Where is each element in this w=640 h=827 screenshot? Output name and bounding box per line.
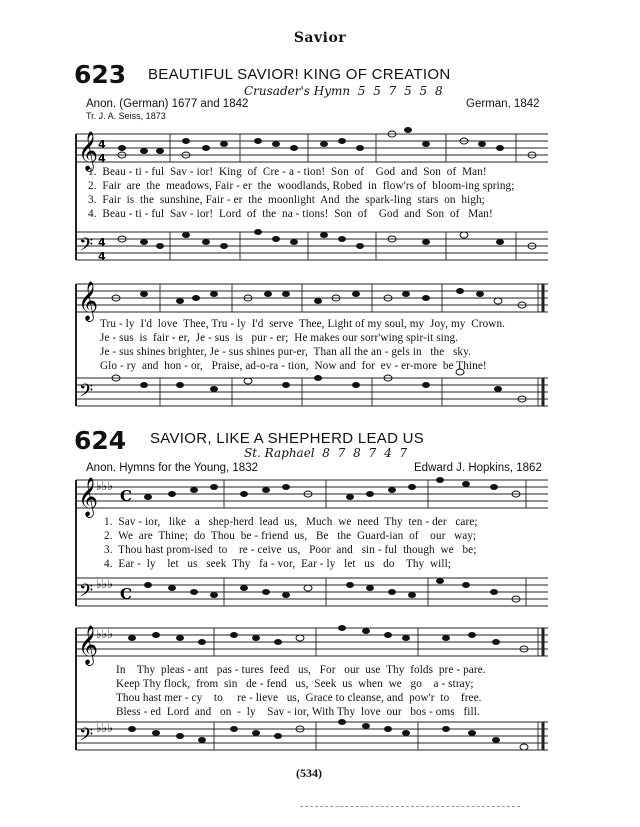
words-credit: Anon. (German) 1677 and 1842 (86, 98, 249, 110)
tune-meter: 8 7 8 7 4 7 (322, 446, 410, 460)
verse-1-line-2: In Thy pleas - ant pas - tures feed us, For our use Thy folds pre - pare. (116, 664, 486, 676)
verse-3-line-1: 3. Thou hast prom-ised to re - ceive us, Poor and sin - ful though we be; (104, 544, 477, 556)
page-number: (534) (296, 766, 322, 780)
treble-clef-icon: 𝄞 (78, 131, 99, 171)
bass-staff (76, 378, 548, 406)
tune-meter: 5 5 7 5 5 8 (357, 84, 445, 98)
verse-1-line-1: 1. Sav - ior, like a shep-herd lead us, Much we need Thy ten - der care; (104, 516, 478, 528)
bass-staff (76, 722, 548, 750)
verse-2-line-1: 2. Fair are the meadows, Fair - er the woodlands, Robed in flow'rs of bloom-ing spring; (88, 180, 515, 192)
hymn-number: 623 (74, 60, 127, 89)
verse-1-line-1: 1. Beau - ti - ful Sav - ior! King of Cre - a - tion! Son of God and Son of Man! (88, 166, 487, 178)
svg-text:4: 4 (98, 236, 106, 249)
treble-staff (76, 284, 548, 312)
bass-clef-icon: 𝄢 (79, 725, 94, 750)
music-system-4 (76, 618, 550, 762)
treble-notes (118, 127, 536, 158)
tune-line (244, 446, 409, 460)
verse-4-line-2: Glo - ry and hon - or, Praise, ad-o-ra - tion, Now and for ev - er-more be Thine! (100, 360, 487, 372)
words-credit: Anon. Hymns for the Young, 1832 (86, 462, 258, 474)
bass-notes (112, 369, 526, 402)
treble-clef-icon: 𝄞 (78, 625, 99, 665)
common-time-icon: C (120, 585, 132, 603)
hymn-title: SAVIOR, LIKE A SHEPHERD LEAD US (150, 430, 425, 447)
svg-text:4: 4 (98, 250, 106, 263)
bass-clef-icon: 𝄢 (79, 381, 94, 406)
hymn-number: 624 (74, 426, 127, 455)
verse-4-line-1: 4. Beau - ti - ful Sav - ior! Lord of the na - tions! Son of God and Son of Man! (88, 208, 493, 220)
bass-clef-icon: 𝄢 (79, 581, 94, 606)
bass-notes (144, 578, 520, 602)
tune-name: St. Raphael (244, 446, 315, 460)
tune-line (244, 84, 445, 98)
verse-2-line-2: Je - sus is fair - er, Je - sus is pur - er; He makes our sorr'wing spir-it sing. (100, 332, 459, 344)
flat-icon: ♭♭♭ (96, 479, 113, 493)
treble-notes (128, 625, 528, 652)
hymn-title: BEAUTIFUL SAVIOR! KING OF CREATION (148, 66, 451, 83)
flat-icon: ♭♭♭ (96, 721, 113, 735)
bass-notes (128, 719, 528, 750)
barlines (224, 480, 526, 606)
bass-staff (76, 232, 548, 260)
music-credit: German, 1842 (466, 98, 540, 110)
treble-staff (76, 134, 548, 162)
music-credit: Edward J. Hopkins, 1862 (414, 462, 542, 474)
translator-credit: Tr. J. A. Seiss, 1873 (86, 111, 166, 121)
divider (300, 806, 520, 807)
svg-text:4: 4 (98, 152, 106, 165)
tune-name: Crusader's Hymn (244, 84, 351, 98)
flat-icon: ♭♭♭ (96, 577, 113, 591)
verse-4-line-2: Bless - ed Lord and on - ly Sav - ior, With Thy love our bos - oms fill. (116, 706, 480, 718)
music-system-3 (76, 468, 550, 618)
flat-icon: ♭♭♭ (96, 627, 113, 641)
treble-staff (76, 628, 548, 656)
verse-4-line-1: 4. Ear - ly let us seek Thy fa - vor, Ear - ly let us do Thy will; (104, 558, 452, 570)
svg-text:4: 4 (98, 138, 106, 151)
verse-3-line-2: Je - sus shines brighter, Je - sus shines pur-er, Than all the an - gels in the sky. (100, 346, 471, 358)
bass-clef-icon: 𝄢 (79, 235, 94, 260)
treble-clef-icon: 𝄞 (78, 477, 99, 517)
music-system-2 (76, 274, 550, 414)
verse-3-line-1: 3. Fair is the sunshine, Fair - er the moonlight And the spark-ling stars on high; (88, 194, 485, 206)
verse-1-line-2: Tru - ly I'd love Thee, Tru - ly I'd serve Thee, Light of my soul, my Joy, my Crown. (100, 318, 506, 330)
verse-2-line-2: Keep Thy flock, from sin de - fend us, Seek us when we go a - stray; (116, 678, 474, 690)
treble-clef-icon: 𝄞 (78, 281, 99, 321)
verse-2-line-1: 2. We are Thine; do Thou be - friend us, Be the Guard-ian of our way; (104, 530, 477, 542)
common-time-icon: C (120, 487, 132, 505)
section-heading: Savior (293, 30, 347, 46)
verse-3-line-2: Thou hast mer - cy to re - lieve us, Grace to cleanse, and pow'r to free. (116, 692, 482, 704)
treble-notes (144, 477, 520, 500)
